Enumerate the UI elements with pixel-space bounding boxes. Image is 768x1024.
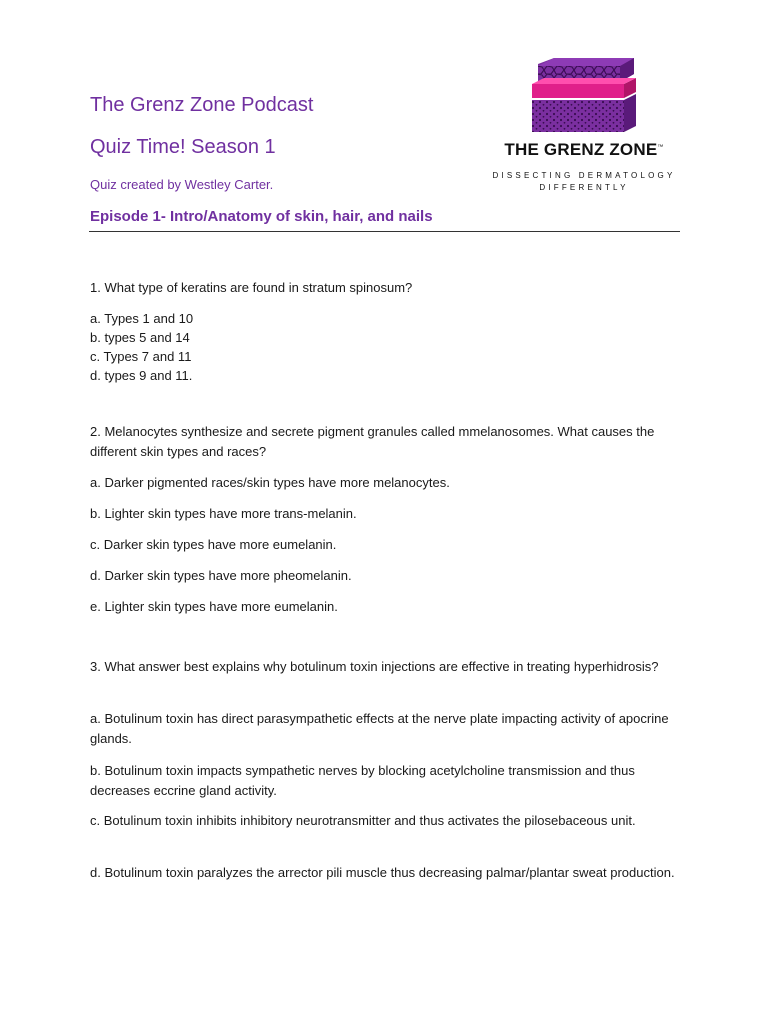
logo-tagline: DISSECTING DERMATOLOGY DIFFERENTLY bbox=[492, 171, 676, 192]
page-title: The Grenz Zone Podcast bbox=[90, 94, 314, 116]
answer-option[interactable]: c. Darker skin types have more eumelanin. bbox=[90, 537, 337, 552]
answer-option[interactable]: d. Botulinum toxin paralyzes the arrector pili muscle thus decreasing palmar/plantar sweat production. bbox=[90, 865, 675, 880]
skin-layers-logo-icon bbox=[524, 58, 644, 134]
logo-wordmark: THE GRENZ ZONE™ bbox=[504, 140, 664, 159]
question-3: 3. What answer best explains why botulinum toxin injections are effective in treating hyperhidrosis? bbox=[90, 659, 659, 674]
answer-option[interactable]: d. types 9 and 11. bbox=[90, 368, 193, 383]
answer-option[interactable]: b. Botulinum toxin impacts sympathetic nerves by blocking acetylcholine transmission and thus decreases eccrine gland activity. bbox=[90, 763, 635, 798]
answer-option[interactable]: a. Darker pigmented races/skin types have more melanocytes. bbox=[90, 475, 450, 490]
heading-divider bbox=[89, 231, 680, 232]
answer-option[interactable]: a. Types 1 and 10 bbox=[90, 311, 194, 326]
question-1: 1. What type of keratins are found in stratum spinosum? bbox=[90, 280, 413, 295]
answer-option[interactable]: a. Botulinum toxin has direct parasympathetic effects at the nerve plate impacting activity of apocrine glands. bbox=[90, 711, 669, 746]
answer-option[interactable]: e. Lighter skin types have more eumelanin. bbox=[90, 599, 338, 614]
grenz-zone-logo bbox=[488, 58, 680, 193]
answer-option[interactable]: b. Lighter skin types have more trans-melanin. bbox=[90, 506, 357, 521]
quiz-creator: Quiz created by Westley Carter. bbox=[90, 177, 274, 192]
answer-option[interactable]: d. Darker skin types have more pheomelanin. bbox=[90, 568, 352, 583]
question-2: 2. Melanocytes synthesize and secrete pigment granules called mmelanosomes. What causes the different skin types and races? bbox=[90, 424, 655, 459]
answer-option[interactable]: c. Types 7 and 11 bbox=[90, 349, 192, 364]
answer-option[interactable]: b. types 5 and 14 bbox=[90, 330, 190, 345]
question-1-options bbox=[90, 309, 680, 385]
answer-option[interactable]: c. Botulinum toxin inhibits inhibitory neurotransmitter and thus activates the pilosebaceous unit. bbox=[90, 813, 636, 828]
quiz-subtitle: Quiz Time! Season 1 bbox=[90, 136, 276, 158]
episode-heading: Episode 1- Intro/Anatomy of skin, hair, and nails bbox=[90, 208, 433, 225]
